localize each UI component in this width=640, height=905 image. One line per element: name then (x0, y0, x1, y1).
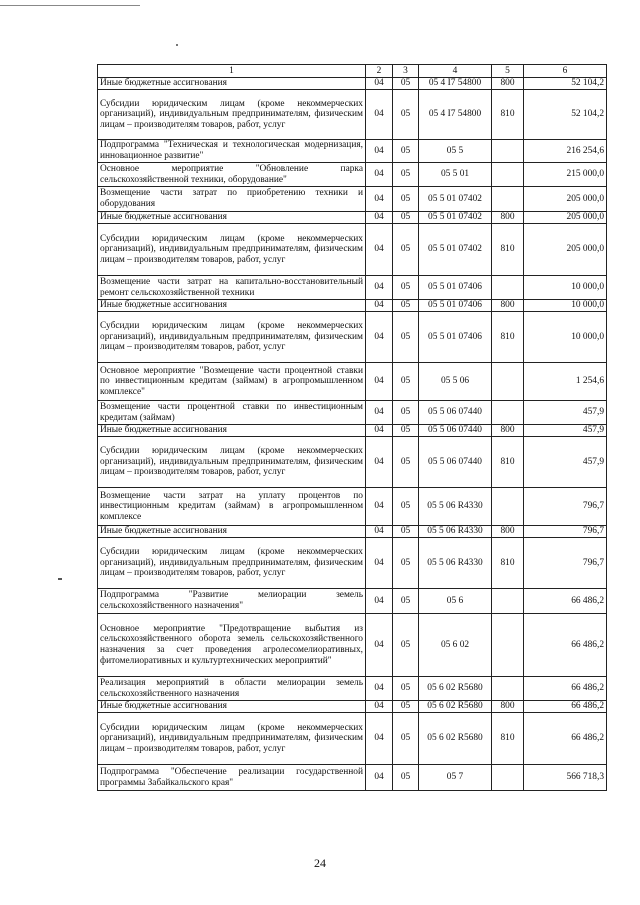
row-target-code-cell: 05 5 01 07402 (419, 224, 492, 276)
table-row (98, 312, 607, 363)
table-row (98, 701, 607, 713)
row-section-cell: 04 (366, 589, 393, 614)
row-amount-cell: 205 000,0 (524, 212, 607, 224)
row-amount-cell: 66 486,2 (524, 701, 607, 713)
row-expense-type-cell: 800 (492, 78, 524, 90)
row-target-code-cell: 05 5 01 07406 (419, 276, 492, 300)
row-target-code-cell: 05 5 01 07406 (419, 300, 492, 312)
row-name-cell: Субсидии юридическим лицам (кроме некоммерческих организаций), индивидуальным предпринимателям, физическим лицам – производителям товаров, работ, услуг (98, 312, 366, 363)
table-row (98, 363, 607, 401)
header-cell: 3 (393, 65, 419, 78)
row-expense-type-cell: 800 (492, 425, 524, 437)
row-amount-cell: 796,7 (524, 538, 607, 589)
row-expense-type-cell (492, 614, 524, 677)
row-expense-type-cell (492, 765, 524, 791)
row-section-cell: 04 (366, 713, 393, 765)
row-amount-cell: 52 104,2 (524, 78, 607, 90)
row-name-cell: Реализация мероприятий в области мелиорации земель сельскохозяйственного назначения (98, 677, 366, 701)
row-section-cell: 04 (366, 163, 393, 187)
row-subsection-cell: 05 (393, 701, 419, 713)
row-name-cell: Возмещение части затрат на уплату процентов по инвестиционным кредитам (займам) в агропромышленном комплексе (98, 488, 366, 526)
row-name-cell: Основное мероприятие "Обновление парка сельскохозяйственной техники, оборудование" (98, 163, 366, 187)
row-name-cell: Подпрограмма "Техническая и технологическая модернизация, инновационное развитие" (98, 140, 366, 163)
header-cell: 6 (524, 65, 607, 78)
row-name-cell: Возмещение части процентной ставки по инвестиционным кредитам (займам) (98, 401, 366, 425)
row-target-code-cell: 05 5 06 07440 (419, 437, 492, 488)
row-subsection-cell: 05 (393, 526, 419, 538)
row-section-cell: 04 (366, 276, 393, 300)
row-amount-cell: 796,7 (524, 526, 607, 538)
row-section-cell: 04 (366, 401, 393, 425)
row-subsection-cell: 05 (393, 363, 419, 401)
row-target-code-cell: 05 7 (419, 765, 492, 791)
table-row (98, 538, 607, 589)
row-subsection-cell: 05 (393, 401, 419, 425)
page-number: 24 (314, 856, 326, 870)
row-target-code-cell: 05 6 (419, 589, 492, 614)
row-expense-type-cell (492, 140, 524, 163)
table-row (98, 765, 607, 791)
row-amount-cell: 796,7 (524, 488, 607, 526)
table-row (98, 163, 607, 187)
row-subsection-cell: 05 (393, 538, 419, 589)
header-cell: 2 (366, 65, 393, 78)
row-amount-cell: 205 000,0 (524, 224, 607, 276)
row-subsection-cell: 05 (393, 765, 419, 791)
table-row (98, 140, 607, 163)
row-subsection-cell: 05 (393, 614, 419, 677)
header-cell: 5 (492, 65, 524, 78)
row-amount-cell: 66 486,2 (524, 614, 607, 677)
row-target-code-cell: 05 5 06 R4330 (419, 538, 492, 589)
row-subsection-cell: 05 (393, 276, 419, 300)
row-amount-cell: 457,9 (524, 425, 607, 437)
row-target-code-cell: 05 5 01 (419, 163, 492, 187)
row-section-cell: 04 (366, 765, 393, 791)
row-target-code-cell: 05 6 02 R5680 (419, 713, 492, 765)
row-name-cell: Основное мероприятие "Предотвращение выбытия из сельскохозяйственного оборота земель сельскохозяйственного назначения за счет проведения агролесомелиоративных, фитомелиоративных и культуртехнических мероприятий" (98, 614, 366, 677)
row-expense-type-cell: 810 (492, 312, 524, 363)
row-amount-cell: 66 486,2 (524, 677, 607, 701)
row-expense-type-cell (492, 276, 524, 300)
row-expense-type-cell: 810 (492, 437, 524, 488)
row-amount-cell: 1 254,6 (524, 363, 607, 401)
row-name-cell: Иные бюджетные ассигнования (98, 701, 366, 713)
row-expense-type-cell (492, 401, 524, 425)
budget-table (97, 64, 607, 791)
row-target-code-cell: 05 4 I7 54800 (419, 90, 492, 140)
row-subsection-cell: 05 (393, 589, 419, 614)
table-row (98, 90, 607, 140)
table-row (98, 425, 607, 437)
row-section-cell: 04 (366, 614, 393, 677)
row-target-code-cell: 05 5 01 07402 (419, 212, 492, 224)
header-cell: 4 (419, 65, 492, 78)
table-row (98, 401, 607, 425)
table-row (98, 212, 607, 224)
row-expense-type-cell (492, 187, 524, 212)
row-subsection-cell: 05 (393, 437, 419, 488)
table-row (98, 713, 607, 765)
table-row (98, 300, 607, 312)
scan-speck (176, 44, 178, 46)
row-name-cell: Основное мероприятие "Возмещение части процентной ставки по инвестиционным кредитам (займам) в агропромышленном комплексе" (98, 363, 366, 401)
row-amount-cell: 216 254,6 (524, 140, 607, 163)
table-body (98, 65, 607, 791)
row-name-cell: Субсидии юридическим лицам (кроме некоммерческих организаций), индивидуальным предпринимателям, физическим лицам – производителям товаров, работ, услуг (98, 713, 366, 765)
row-subsection-cell: 05 (393, 212, 419, 224)
row-amount-cell: 457,9 (524, 437, 607, 488)
row-amount-cell: 566 718,3 (524, 765, 607, 791)
row-expense-type-cell: 810 (492, 90, 524, 140)
top-rule (0, 5, 140, 6)
row-amount-cell: 66 486,2 (524, 589, 607, 614)
row-expense-type-cell: 800 (492, 212, 524, 224)
row-name-cell: Субсидии юридическим лицам (кроме некоммерческих организаций), индивидуальным предпринимателям, физическим лицам – производителям товаров, работ, услуг (98, 90, 366, 140)
table-row (98, 488, 607, 526)
row-name-cell: Возмещение части затрат на капитально-восстановительный ремонт сельскохозяйственной техники (98, 276, 366, 300)
row-name-cell: Субсидии юридическим лицам (кроме некоммерческих организаций), индивидуальным предпринимателям, физическим лицам – производителям товаров, работ, услуг (98, 437, 366, 488)
row-subsection-cell: 05 (393, 677, 419, 701)
row-expense-type-cell: 810 (492, 713, 524, 765)
row-name-cell: Иные бюджетные ассигнования (98, 212, 366, 224)
row-expense-type-cell: 800 (492, 701, 524, 713)
row-amount-cell: 10 000,0 (524, 312, 607, 363)
row-subsection-cell: 05 (393, 78, 419, 90)
row-section-cell: 04 (366, 78, 393, 90)
table-row (98, 589, 607, 614)
row-section-cell: 04 (366, 437, 393, 488)
row-expense-type-cell (492, 589, 524, 614)
row-target-code-cell: 05 6 02 (419, 614, 492, 677)
row-target-code-cell: 05 5 (419, 140, 492, 163)
row-subsection-cell: 05 (393, 713, 419, 765)
row-section-cell: 04 (366, 701, 393, 713)
row-name-cell: Подпрограмма "Развитие мелиорации земель сельскохозяйственного назначения" (98, 589, 366, 614)
row-name-cell: Иные бюджетные ассигнования (98, 78, 366, 90)
row-expense-type-cell: 810 (492, 538, 524, 589)
row-amount-cell: 52 104,2 (524, 90, 607, 140)
row-target-code-cell: 05 4 I7 54800 (419, 78, 492, 90)
row-target-code-cell: 05 6 02 R5680 (419, 677, 492, 701)
row-name-cell: Субсидии юридическим лицам (кроме некоммерческих организаций), индивидуальным предпринимателям, физическим лицам – производителям товаров, работ, услуг (98, 538, 366, 589)
row-target-code-cell: 05 5 06 R4330 (419, 488, 492, 526)
row-amount-cell: 10 000,0 (524, 276, 607, 300)
row-section-cell: 04 (366, 677, 393, 701)
row-section-cell: 04 (366, 526, 393, 538)
row-name-cell: Субсидии юридическим лицам (кроме некоммерческих организаций), индивидуальным предпринимателям, физическим лицам – производителям товаров, работ, услуг (98, 224, 366, 276)
row-target-code-cell: 05 5 06 (419, 363, 492, 401)
row-expense-type-cell: 810 (492, 224, 524, 276)
row-target-code-cell: 05 5 01 07406 (419, 312, 492, 363)
row-section-cell: 04 (366, 425, 393, 437)
row-amount-cell: 205 000,0 (524, 187, 607, 212)
row-expense-type-cell (492, 488, 524, 526)
table-row (98, 224, 607, 276)
row-subsection-cell: 05 (393, 300, 419, 312)
row-expense-type-cell (492, 163, 524, 187)
row-section-cell: 04 (366, 488, 393, 526)
table-row (98, 677, 607, 701)
table-row (98, 276, 607, 300)
row-section-cell: 04 (366, 312, 393, 363)
row-expense-type-cell: 800 (492, 300, 524, 312)
row-name-cell: Иные бюджетные ассигнования (98, 526, 366, 538)
row-section-cell: 04 (366, 363, 393, 401)
row-subsection-cell: 05 (393, 488, 419, 526)
row-name-cell: Иные бюджетные ассигнования (98, 425, 366, 437)
row-section-cell: 04 (366, 187, 393, 212)
row-amount-cell: 215 000,0 (524, 163, 607, 187)
row-section-cell: 04 (366, 538, 393, 589)
row-target-code-cell: 05 5 01 07402 (419, 187, 492, 212)
row-subsection-cell: 05 (393, 187, 419, 212)
table-header-row (98, 65, 607, 78)
row-name-cell: Возмещение части затрат по приобретению техники и оборудования (98, 187, 366, 212)
row-subsection-cell: 05 (393, 224, 419, 276)
row-expense-type-cell (492, 677, 524, 701)
row-amount-cell: 10 000,0 (524, 300, 607, 312)
header-cell: 1 (98, 65, 366, 78)
row-subsection-cell: 05 (393, 140, 419, 163)
row-section-cell: 04 (366, 90, 393, 140)
row-section-cell: 04 (366, 140, 393, 163)
row-name-cell: Иные бюджетные ассигнования (98, 300, 366, 312)
table-row (98, 526, 607, 538)
row-amount-cell: 457,9 (524, 401, 607, 425)
row-section-cell: 04 (366, 300, 393, 312)
table-row (98, 437, 607, 488)
row-expense-type-cell: 800 (492, 526, 524, 538)
row-section-cell: 04 (366, 212, 393, 224)
row-expense-type-cell (492, 363, 524, 401)
row-target-code-cell: 05 5 06 07440 (419, 401, 492, 425)
row-target-code-cell: 05 5 06 07440 (419, 425, 492, 437)
row-amount-cell: 66 486,2 (524, 713, 607, 765)
row-subsection-cell: 05 (393, 312, 419, 363)
table-row (98, 78, 607, 90)
row-subsection-cell: 05 (393, 90, 419, 140)
row-subsection-cell: 05 (393, 163, 419, 187)
row-subsection-cell: 05 (393, 425, 419, 437)
row-section-cell: 04 (366, 224, 393, 276)
scan-speck (58, 578, 62, 580)
row-target-code-cell: 05 5 06 R4330 (419, 526, 492, 538)
row-name-cell: Подпрограмма "Обеспечение реализации государственной программы Забайкальского края" (98, 765, 366, 791)
row-target-code-cell: 05 6 02 R5680 (419, 701, 492, 713)
table-row (98, 187, 607, 212)
table-row (98, 614, 607, 677)
